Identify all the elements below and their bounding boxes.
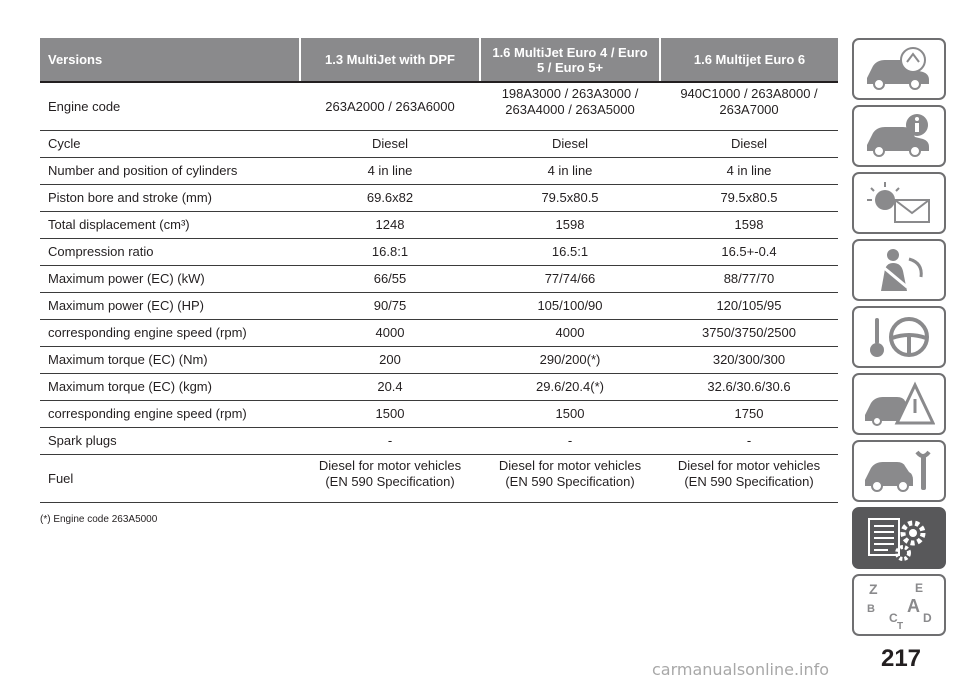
row-label: Maximum power (EC) (kW) <box>40 266 300 293</box>
row-label: Total displacement (cm³) <box>40 212 300 239</box>
table-cell: 32.6/30.6/30.6 <box>660 374 838 401</box>
index-letter: B <box>867 603 875 615</box>
index-letter: A <box>907 596 920 616</box>
row-label: Maximum torque (EC) (kgm) <box>40 374 300 401</box>
table-cell: 198A3000 / 263A3000 / 263A4000 / 263A5000 <box>480 82 660 131</box>
table-cell: 200 <box>300 347 480 374</box>
table-cell: 4 in line <box>300 158 480 185</box>
chapter-tab-service[interactable] <box>852 440 946 502</box>
table-cell: 4 in line <box>480 158 660 185</box>
chapter-tab-dashboard[interactable] <box>852 38 946 100</box>
car-service-wrench-icon <box>863 446 935 496</box>
table-row <box>40 239 838 266</box>
table-cell: 4 in line <box>660 158 838 185</box>
table-row <box>40 212 838 239</box>
table-cell: 1598 <box>480 212 660 239</box>
car-info-icon <box>863 111 935 161</box>
warning-light-message-icon <box>863 178 935 228</box>
row-label: corresponding engine speed (rpm) <box>40 401 300 428</box>
table-cell: 16.5+-0.4 <box>660 239 838 266</box>
table-row <box>40 374 838 401</box>
row-label: Number and position of cylinders <box>40 158 300 185</box>
table-cell: 29.6/20.4(*) <box>480 374 660 401</box>
table-cell: Diesel for motor vehicles (EN 590 Specification) <box>300 455 480 503</box>
table-header-row <box>40 38 838 82</box>
row-label: Maximum power (EC) (HP) <box>40 293 300 320</box>
table-cell: 120/105/95 <box>660 293 838 320</box>
table-cell: 1500 <box>480 401 660 428</box>
table-cell: 77/74/66 <box>480 266 660 293</box>
index-letter: T <box>897 621 904 630</box>
index-letter: Z <box>869 581 878 597</box>
header-13-multijet: 1.3 MultiJet with DPF <box>300 38 480 82</box>
alphabetical-index-icon <box>863 580 935 630</box>
engine-specs-table <box>40 38 838 503</box>
header-16-multijet-euro6: 1.6 Multijet Euro 6 <box>660 38 838 82</box>
table-cell: 79.5x80.5 <box>480 185 660 212</box>
table-cell: 4000 <box>300 320 480 347</box>
table-cell: Diesel <box>480 131 660 158</box>
watermark: carmanualsonline.info <box>652 660 830 679</box>
index-letter: D <box>923 611 932 625</box>
table-cell: 320/300/300 <box>660 347 838 374</box>
table-cell: 90/75 <box>300 293 480 320</box>
row-label: Fuel <box>40 455 300 503</box>
row-label: Piston bore and stroke (mm) <box>40 185 300 212</box>
table-row <box>40 401 838 428</box>
row-label: Maximum torque (EC) (Nm) <box>40 347 300 374</box>
table-cell: 940C1000 / 263A8000 / 263A7000 <box>660 82 838 131</box>
chapter-tab-starting-driving[interactable] <box>852 306 946 368</box>
chapter-tab-warning-lights[interactable] <box>852 172 946 234</box>
row-label: Engine code <box>40 82 300 131</box>
key-steering-wheel-icon <box>863 312 935 362</box>
table-cell: 4000 <box>480 320 660 347</box>
footnote: (*) Engine code 263A5000 <box>40 514 158 525</box>
header-versions: Versions <box>40 38 300 82</box>
row-label: Compression ratio <box>40 239 300 266</box>
chapter-tab-safety[interactable] <box>852 239 946 301</box>
table-row <box>40 455 838 503</box>
technical-data-gear-icon <box>863 513 935 563</box>
table-cell: 66/55 <box>300 266 480 293</box>
table-cell: 1598 <box>660 212 838 239</box>
table-cell: 290/200(*) <box>480 347 660 374</box>
table-cell: Diesel for motor vehicles (EN 590 Specification) <box>660 455 838 503</box>
index-letter: C <box>889 611 898 625</box>
row-label: Spark plugs <box>40 428 300 455</box>
index-letter: E <box>915 581 924 595</box>
table-cell: 16.8:1 <box>300 239 480 266</box>
table-cell: 79.5x80.5 <box>660 185 838 212</box>
table-row <box>40 428 838 455</box>
table-cell: Diesel <box>300 131 480 158</box>
seatbelt-airbag-icon <box>863 245 935 295</box>
table-cell: 3750/3750/2500 <box>660 320 838 347</box>
table-cell: Diesel <box>660 131 838 158</box>
table-cell: 105/100/90 <box>480 293 660 320</box>
table-row <box>40 320 838 347</box>
chapter-tab-car-info[interactable] <box>852 105 946 167</box>
table-cell: 1500 <box>300 401 480 428</box>
table-cell: 263A2000 / 263A6000 <box>300 82 480 131</box>
chapter-tab-index[interactable] <box>852 574 946 636</box>
table-row <box>40 82 838 131</box>
table-row <box>40 131 838 158</box>
table-row <box>40 158 838 185</box>
table-cell: 1248 <box>300 212 480 239</box>
chapter-tab-emergency[interactable] <box>852 373 946 435</box>
row-label: Cycle <box>40 131 300 158</box>
table-cell: - <box>480 428 660 455</box>
table-cell: 69.6x82 <box>300 185 480 212</box>
table-cell: Diesel for motor vehicles (EN 590 Specification) <box>480 455 660 503</box>
table-cell: - <box>300 428 480 455</box>
page-number: 217 <box>880 645 922 672</box>
row-label: corresponding engine speed (rpm) <box>40 320 300 347</box>
table-cell: 16.5:1 <box>480 239 660 266</box>
table-cell: 88/77/70 <box>660 266 838 293</box>
table-row <box>40 266 838 293</box>
header-16-multijet-euro4-5: 1.6 MultiJet Euro 4 / Euro 5 / Euro 5+ <box>480 38 660 82</box>
table-row <box>40 347 838 374</box>
table-row <box>40 293 838 320</box>
table-cell: 1750 <box>660 401 838 428</box>
table-cell: 20.4 <box>300 374 480 401</box>
chapter-nav <box>852 38 950 641</box>
car-dashboard-icon <box>863 44 935 94</box>
table-row <box>40 185 838 212</box>
table-cell: - <box>660 428 838 455</box>
breakdown-warning-triangle-icon <box>863 379 935 429</box>
chapter-tab-technical-data[interactable] <box>852 507 946 569</box>
